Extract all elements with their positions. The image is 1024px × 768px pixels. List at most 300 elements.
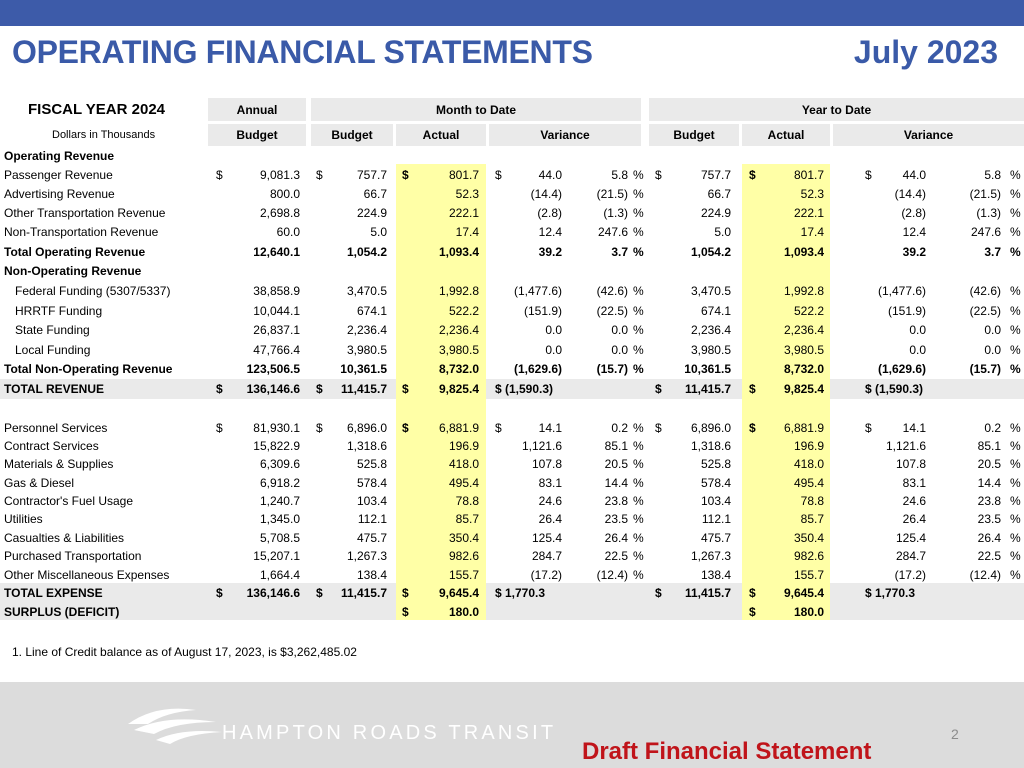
percent-sign: %	[633, 284, 644, 298]
cell-yv: 0.0	[909, 323, 926, 337]
cell-ya: 2,236.4	[783, 323, 824, 337]
cell-yv: 1,770.3	[875, 586, 916, 600]
cell-yv: (151.9)	[887, 304, 926, 318]
dollar-sign: $	[316, 168, 323, 182]
page-number: 2	[951, 726, 959, 742]
cell-mb: 674.1	[356, 304, 387, 318]
cell-yp: 22.5	[977, 549, 1001, 563]
cell-mb: 2,236.4	[346, 323, 387, 337]
percent-sign: %	[633, 512, 644, 526]
percent-sign: %	[1010, 304, 1021, 318]
cell-yv: 284.7	[895, 549, 926, 563]
cell-mb: 66.7	[363, 187, 387, 201]
cell-ma: 418.0	[448, 457, 479, 471]
cell-ab: 9,081.3	[259, 168, 300, 182]
dollar-sign: $	[402, 586, 409, 600]
row-label: Operating Revenue	[4, 149, 115, 163]
cell-yv: 24.6	[902, 494, 926, 508]
cell-yb: 2,236.4	[690, 323, 731, 337]
header-mtd-variance: Variance	[489, 124, 641, 146]
row-label: HRRTF Funding	[15, 304, 103, 318]
dollar-sign: $	[216, 421, 223, 435]
cell-yv: 0.0	[909, 343, 926, 357]
cell-ya: 1,992.8	[783, 284, 824, 298]
dollar-sign: $	[402, 168, 409, 182]
dollar-sign: $	[495, 168, 502, 182]
row-label: TOTAL REVENUE	[4, 382, 105, 396]
cell-ya: 1,093.4	[783, 245, 824, 259]
dollar-sign: $	[316, 421, 323, 435]
cell-mb: 224.9	[356, 206, 387, 220]
cell-mb: 3,470.5	[346, 284, 387, 298]
cell-mv: 1,770.3	[505, 586, 546, 600]
cell-mb: 11,415.7	[340, 586, 387, 600]
cell-ya: 155.7	[793, 568, 824, 582]
cell-mv: 107.8	[531, 457, 562, 471]
row-label: Non-Transportation Revenue	[4, 225, 159, 239]
cell-yb: 112.1	[701, 512, 731, 526]
row-label: Non-Operating Revenue	[4, 264, 142, 278]
cell-mp: 3.7	[611, 245, 628, 259]
header-mtd-actual: Actual	[396, 124, 486, 146]
cell-mp: (42.6)	[596, 284, 628, 298]
cell-mp: 26.4	[604, 531, 628, 545]
cell-ab: 123,506.5	[246, 362, 300, 376]
cell-yb: 66.7	[707, 187, 731, 201]
cell-ab: 136,146.6	[246, 382, 300, 396]
cell-yp: 85.1	[977, 439, 1001, 453]
cell-yb: 6,896.0	[690, 421, 731, 435]
cell-yp: 0.0	[984, 343, 1001, 357]
percent-sign: %	[633, 531, 644, 545]
percent-sign: %	[633, 304, 644, 318]
percent-sign: %	[633, 421, 644, 435]
cell-ab: 2,698.8	[259, 206, 300, 220]
cell-ab: 15,207.1	[253, 549, 300, 563]
cell-yb: 1,054.2	[690, 245, 731, 259]
percent-sign: %	[633, 245, 644, 259]
dollar-sign: $	[749, 586, 756, 600]
cell-yp: 247.6	[970, 225, 1001, 239]
table-row	[0, 437, 1024, 456]
cell-mb: 3,980.5	[346, 343, 387, 357]
cell-mp: 85.1	[604, 439, 628, 453]
table-row	[0, 302, 1024, 321]
percent-sign: %	[1010, 549, 1021, 563]
table-row	[0, 584, 1024, 603]
cell-mp: (21.5)	[596, 187, 628, 201]
cell-yb: 3,470.5	[690, 284, 731, 298]
cell-yb: 525.8	[700, 457, 731, 471]
footnote: 1. Line of Credit balance as of August 17, 2023, is $3,262,485.02	[12, 645, 357, 659]
percent-sign: %	[1010, 187, 1021, 201]
cell-ya: 9,825.4	[783, 382, 824, 396]
cell-ma: 8,732.0	[438, 362, 479, 376]
table-row	[0, 547, 1024, 566]
cell-mp: 0.2	[611, 421, 628, 435]
cell-yb: 11,415.7	[684, 382, 731, 396]
cell-ya: 78.8	[800, 494, 824, 508]
cell-yb: 3,980.5	[690, 343, 731, 357]
cell-mv: 0.0	[545, 323, 562, 337]
table-row	[0, 204, 1024, 223]
percent-sign: %	[633, 439, 644, 453]
percent-sign: %	[633, 343, 644, 357]
percent-sign: %	[1010, 494, 1021, 508]
percent-sign: %	[1010, 531, 1021, 545]
cell-ab: 10,044.1	[253, 304, 300, 318]
cell-yb: 10,361.5	[684, 362, 731, 376]
dollar-sign: $	[749, 382, 756, 396]
cell-ma: 3,980.5	[438, 343, 479, 357]
row-label: Gas & Diesel	[4, 476, 75, 490]
cell-yp: (42.6)	[969, 284, 1001, 298]
cell-mp: 23.5	[604, 512, 628, 526]
percent-sign: %	[633, 323, 644, 337]
percent-sign: %	[633, 206, 644, 220]
cell-ya: 8,732.0	[783, 362, 824, 376]
percent-sign: %	[1010, 245, 1021, 259]
cell-ya: 350.4	[793, 531, 824, 545]
cell-yv: 14.1	[902, 421, 926, 435]
dollar-sign: $	[216, 382, 223, 396]
cell-mb: 10,361.5	[340, 362, 387, 376]
cell-mp: (1.3)	[603, 206, 628, 220]
cell-yp: 26.4	[977, 531, 1001, 545]
cell-yb: 1,318.6	[690, 439, 731, 453]
cell-ma: 350.4	[448, 531, 479, 545]
cell-ma: 495.4	[448, 476, 479, 490]
report-month: July 2023	[853, 34, 998, 70]
cell-ya: 52.3	[800, 187, 824, 201]
dollar-sign: $	[402, 605, 409, 619]
dollar-sign: $	[655, 382, 662, 396]
table-row	[0, 321, 1024, 340]
cell-ya: 222.1	[793, 206, 824, 220]
table-row	[0, 282, 1024, 301]
cell-ma: 196.9	[448, 439, 479, 453]
cell-yv: 12.4	[902, 225, 926, 239]
cell-ma: 801.7	[448, 168, 479, 182]
dollar-sign: $	[495, 586, 502, 600]
cell-ab: 12,640.1	[253, 245, 300, 259]
cell-yp: 0.2	[984, 421, 1001, 435]
row-label: Advertising Revenue	[4, 187, 115, 201]
draft-label: Draft Financial Statement	[582, 738, 872, 765]
dollar-sign: $	[316, 382, 323, 396]
cell-mp: 0.0	[611, 323, 628, 337]
cell-ma: 522.2	[448, 304, 479, 318]
dollar-sign: $	[865, 168, 872, 182]
cell-ab: 1,345.0	[259, 512, 300, 526]
cell-yb: 103.4	[700, 494, 731, 508]
header-ytd-variance: Variance	[833, 124, 1024, 146]
dollar-sign: $	[402, 382, 409, 396]
percent-sign: %	[1010, 476, 1021, 490]
cell-yb: 1,267.3	[690, 549, 731, 563]
percent-sign: %	[633, 494, 644, 508]
row-label: Local Funding	[15, 343, 91, 357]
cell-mp: 5.8	[611, 168, 628, 182]
percent-sign: %	[1010, 439, 1021, 453]
dollar-sign: $	[865, 421, 872, 435]
percent-sign: %	[633, 187, 644, 201]
row-label: Casualties & Liabilities	[4, 531, 125, 545]
cell-mv: 284.7	[531, 549, 562, 563]
cell-mv: 0.0	[545, 343, 562, 357]
row-label: Contract Services	[4, 439, 99, 453]
dollar-sign: $	[865, 586, 872, 600]
cell-mv: 1,121.6	[521, 439, 562, 453]
cell-ab: 1,664.4	[259, 568, 300, 582]
cell-mv: (2.8)	[537, 206, 562, 220]
cell-mb: 1,054.2	[346, 245, 387, 259]
percent-sign: %	[1010, 457, 1021, 471]
cell-mp: 0.0	[611, 343, 628, 357]
cell-ma: 222.1	[448, 206, 479, 220]
cell-ab: 47,766.4	[253, 343, 300, 357]
cell-ab: 800.0	[269, 187, 300, 201]
table-row	[0, 455, 1024, 474]
cell-mv: 26.4	[538, 512, 562, 526]
dollar-sign: $	[865, 382, 872, 396]
cell-yp: (12.4)	[969, 568, 1001, 582]
header-ytd-actual: Actual	[742, 124, 830, 146]
row-label: State Funding	[15, 323, 90, 337]
cell-ab: 6,918.2	[259, 476, 300, 490]
dollar-sign: $	[495, 382, 502, 396]
cell-mp: 247.6	[597, 225, 628, 239]
cell-ma: 1,992.8	[438, 284, 479, 298]
cell-ya: 6,881.9	[783, 421, 824, 435]
cell-yp: (15.7)	[969, 362, 1001, 376]
cell-ab: 136,146.6	[246, 586, 300, 600]
cell-yb: 138.4	[700, 568, 731, 582]
percent-sign: %	[633, 225, 644, 239]
dollar-sign: $	[216, 168, 223, 182]
cell-ma: 9,645.4	[438, 586, 479, 600]
cell-mb: 1,318.6	[346, 439, 387, 453]
percent-sign: %	[1010, 512, 1021, 526]
cell-yb: 757.7	[700, 168, 731, 182]
cell-yv: 44.0	[902, 168, 926, 182]
row-label: TOTAL EXPENSE	[4, 586, 103, 600]
cell-mb: 103.4	[356, 494, 387, 508]
cell-yp: 14.4	[977, 476, 1001, 490]
header-annual: Annual	[208, 98, 306, 121]
cell-yv: 39.2	[902, 245, 926, 259]
cell-yp: (1.3)	[976, 206, 1001, 220]
header-year-to-date: Year to Date	[649, 98, 1024, 121]
cell-yv: 125.4	[895, 531, 926, 545]
cell-mv: 12.4	[538, 225, 562, 239]
cell-ya: 196.9	[793, 439, 824, 453]
dollar-sign: $	[749, 605, 756, 619]
fiscal-year-label: FISCAL YEAR 2024	[28, 101, 165, 118]
table-row	[0, 147, 1024, 166]
percent-sign: %	[1010, 206, 1021, 220]
table-row	[0, 360, 1024, 379]
table-row	[0, 341, 1024, 360]
table-row	[0, 185, 1024, 204]
dollar-sign: $	[216, 586, 223, 600]
cell-yp: 3.7	[984, 245, 1001, 259]
table-row	[0, 566, 1024, 585]
cell-mb: 757.7	[356, 168, 387, 182]
cell-mp: (15.7)	[596, 362, 628, 376]
cell-ma: 78.8	[455, 494, 479, 508]
cell-mb: 475.7	[356, 531, 387, 545]
cell-mp: 20.5	[604, 457, 628, 471]
cell-mv: (1,629.6)	[513, 362, 562, 376]
cell-mv: (151.9)	[523, 304, 562, 318]
percent-sign: %	[633, 549, 644, 563]
row-label: Federal Funding (5307/5337)	[15, 284, 171, 298]
cell-ya: 85.7	[800, 512, 824, 526]
cell-yb: 578.4	[700, 476, 731, 490]
dollar-sign: $	[316, 586, 323, 600]
cell-mb: 6,896.0	[346, 421, 387, 435]
dollar-sign: $	[655, 168, 662, 182]
cell-yb: 224.9	[700, 206, 731, 220]
cell-ab: 1,240.7	[259, 494, 300, 508]
cell-mp: (22.5)	[596, 304, 628, 318]
cell-mv: 83.1	[538, 476, 562, 490]
header-ytd-budget: Budget	[649, 124, 739, 146]
table-row	[0, 380, 1024, 399]
percent-sign: %	[633, 568, 644, 582]
dollar-sign: $	[402, 421, 409, 435]
cell-ab: 38,858.9	[253, 284, 300, 298]
row-label: SURPLUS (DEFICIT)	[4, 605, 120, 619]
cell-mv: 39.2	[538, 245, 562, 259]
cell-yb: 674.1	[700, 304, 731, 318]
cell-ab: 81,930.1	[253, 421, 300, 435]
cell-yv: (17.2)	[894, 568, 926, 582]
percent-sign: %	[1010, 343, 1021, 357]
logo-text: HAMPTON ROADS TRANSIT	[222, 722, 557, 744]
cell-yp: 23.5	[977, 512, 1001, 526]
row-label: Other Transportation Revenue	[4, 206, 166, 220]
cell-yv: (1,477.6)	[877, 284, 926, 298]
cell-mv: (1,477.6)	[513, 284, 562, 298]
cell-ma: 17.4	[455, 225, 479, 239]
cell-ab: 26,837.1	[253, 323, 300, 337]
cell-yv: (14.4)	[894, 187, 926, 201]
percent-sign: %	[1010, 568, 1021, 582]
cell-mp: 22.5	[604, 549, 628, 563]
cell-mb: 11,415.7	[340, 382, 387, 396]
top-accent-bar	[0, 0, 1024, 26]
cell-yb: 11,415.7	[684, 586, 731, 600]
row-label: Purchased Transportation	[4, 549, 142, 563]
percent-sign: %	[1010, 284, 1021, 298]
cell-ab: 15,822.9	[253, 439, 300, 453]
cell-yb: 5.0	[714, 225, 731, 239]
percent-sign: %	[633, 362, 644, 376]
cell-ab: 60.0	[276, 225, 300, 239]
percent-sign: %	[1010, 225, 1021, 239]
row-label: Other Miscellaneous Expenses	[4, 568, 170, 582]
row-label: Personnel Services	[4, 421, 108, 435]
cell-ma: 6,881.9	[438, 421, 479, 435]
table-row	[0, 529, 1024, 548]
cell-ma: 180.0	[448, 605, 479, 619]
cell-ya: 982.6	[793, 549, 824, 563]
header-annual-budget: Budget	[208, 124, 306, 146]
percent-sign: %	[1010, 421, 1021, 435]
row-label: Total Non-Operating Revenue	[4, 362, 173, 376]
table-row	[0, 243, 1024, 262]
cell-ya: 180.0	[793, 605, 824, 619]
percent-sign: %	[1010, 323, 1021, 337]
dollar-sign: $	[495, 421, 502, 435]
cell-ya: 522.2	[793, 304, 824, 318]
row-label: Utilities	[4, 512, 43, 526]
dollar-sign: $	[749, 168, 756, 182]
row-label: Contractor's Fuel Usage	[4, 494, 134, 508]
table-row	[0, 262, 1024, 281]
cell-yv: 107.8	[895, 457, 926, 471]
table-row	[0, 510, 1024, 529]
cell-ya: 9,645.4	[783, 586, 824, 600]
cell-mv: 44.0	[538, 168, 562, 182]
cell-mv: (1,590.3)	[505, 382, 554, 396]
dollar-sign: $	[749, 421, 756, 435]
dollar-sign: $	[655, 421, 662, 435]
table-row	[0, 166, 1024, 185]
cell-yp: (22.5)	[969, 304, 1001, 318]
header-mtd-budget: Budget	[311, 124, 393, 146]
percent-sign: %	[633, 476, 644, 490]
units-label: Dollars in Thousands	[52, 129, 156, 141]
cell-ab: 6,309.6	[259, 457, 300, 471]
cell-yp: 5.8	[984, 168, 1001, 182]
cell-ya: 17.4	[800, 225, 824, 239]
cell-mp: 14.4	[604, 476, 628, 490]
cell-mv: (14.4)	[530, 187, 562, 201]
cell-ya: 418.0	[793, 457, 824, 471]
cell-mv: 125.4	[531, 531, 562, 545]
cell-yv: 83.1	[902, 476, 926, 490]
table-row	[0, 474, 1024, 493]
table-row	[0, 419, 1024, 438]
cell-mv: (17.2)	[530, 568, 562, 582]
cell-ma: 85.7	[455, 512, 479, 526]
cell-mv: 14.1	[538, 421, 562, 435]
cell-ma: 155.7	[448, 568, 479, 582]
percent-sign: %	[633, 457, 644, 471]
table-row	[0, 400, 1024, 419]
table-row	[0, 603, 1024, 622]
cell-ya: 3,980.5	[783, 343, 824, 357]
cell-yv: (2.8)	[901, 206, 926, 220]
percent-sign: %	[1010, 168, 1021, 182]
cell-mp: (12.4)	[596, 568, 628, 582]
cell-mp: 23.8	[604, 494, 628, 508]
cell-mb: 138.4	[356, 568, 387, 582]
dollar-sign: $	[655, 586, 662, 600]
cell-ab: 5,708.5	[259, 531, 300, 545]
page-title: OPERATING FINANCIAL STATEMENTS	[12, 34, 593, 70]
cell-ma: 1,093.4	[438, 245, 479, 259]
cell-ma: 982.6	[448, 549, 479, 563]
table-row	[0, 223, 1024, 242]
cell-yv: (1,590.3)	[875, 382, 924, 396]
cell-mb: 1,267.3	[346, 549, 387, 563]
cell-yv: 26.4	[902, 512, 926, 526]
row-label: Materials & Supplies	[4, 457, 114, 471]
